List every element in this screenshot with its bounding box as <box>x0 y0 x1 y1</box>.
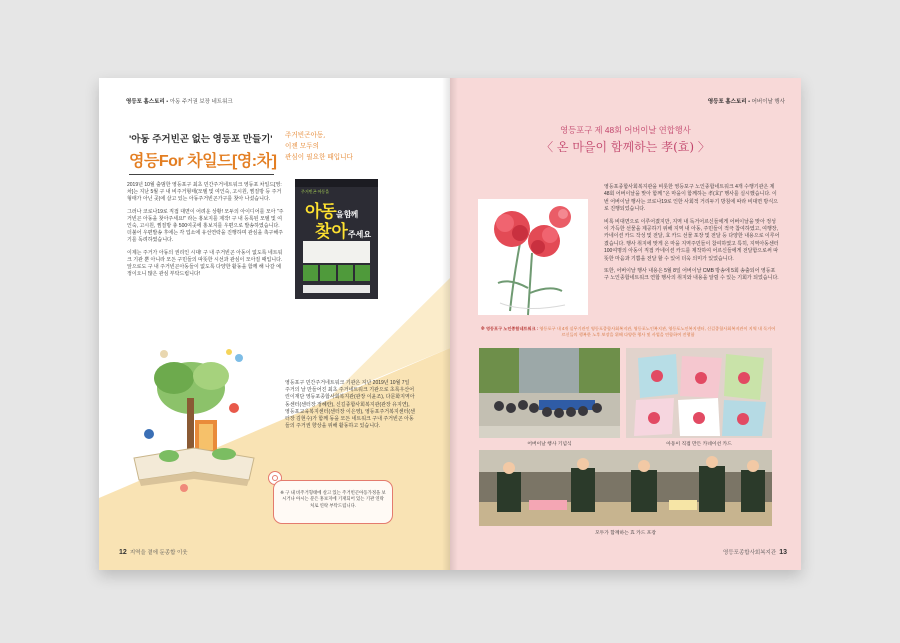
event-heading: 영등포구 제 48회 어버이날 연합행사 〈 온 마을이 함께하는 孝(효) 〉 <box>541 125 710 154</box>
book-illustration <box>129 348 259 498</box>
photo-caption: 모두가 함께하는 효 카드 포장 <box>595 531 656 536</box>
photo-ceremony <box>479 348 620 438</box>
right-page <box>450 78 801 570</box>
page-number-left: 12 지역을 곁에 둔종합 이웃 <box>119 549 188 556</box>
carnation-illustration <box>470 193 592 318</box>
article-subtitle: '아동 주거빈곤 없는 영등포 만들기' <box>129 134 273 145</box>
article-body: 2019년 10월 출범한 영등포구 최초 민간주거네트워크 영등포 차일드[영:차]는 지난 5월 구 내 비주거형태(모텔 및 여인숙, 고시원, 찜질방 등 주거형태가 아닌 곳)에 살고 있는 아동주거빈곤가구를 찾아 나섰습니다. 그러나 코로나19로 직접 대면이 어려운 상황! 모두의 아이디어를 모아 "주거빈곤 아동을 찾아주세요!" 라는 홍보지를 제작! 구 내 등록된 모텔 및 여인숙, 고시원, 찜질방 총 500여곳에 홍보지를 우편으로 발송하였습니다. 더불어 우편발송 후에는 각 업소에 유선연락을 진행하며 관심을 촉구해주기를 독려하였습니다. 이제는 주거가 아동의 권리인 시대! 구 내 주거빈곤 아동이 없도록 네트워크 기관 뿐 아니라 모든 구민들의 따뜻한 시선과 관심이 모아질 때입니다. 앞으로도 구 내 주거빈곤아동들이 없도록 다양한 활동을 함께 해 나갈 예정이오니 많은 관심 부탁드립니다! <box>127 182 284 278</box>
page-header: 영등포 홈스토리 • 어버이날 행사 <box>707 99 785 105</box>
magazine-spread <box>99 78 801 570</box>
network-note: ※ 영등포구 노인종합네트워크 : 영등포구 내 4개 실무기관인 영등포종합사회복지관, 영등포노인복지관, 영등포노인복지센터, 신길종합사회복지관이 지역 내 독거어르신들의 행복한 노후 보장을 위해 다양한 행사 및 사업을 연합하여 진행함 <box>480 326 776 337</box>
photo-packing <box>479 450 772 526</box>
page-number-right: 영등포종합사회복지관 13 <box>723 549 787 556</box>
pull-quote: 주거빈곤아동, 이젠 모두의 관심이 필요한 때입니다 <box>285 131 353 161</box>
left-page <box>99 78 450 570</box>
article-title: 영등For 차일드[영:차] <box>129 153 277 170</box>
campaign-poster-image: 주거빈곤 아동을 아동을 함께 찾아주세요 <box>295 179 378 299</box>
article-body-bottom: 영등포구 민간주거네트워크 기관은 지난 2019년 10월 7일 주거의 날 만들어진 최초 주거네트워크 기관으로 초록우산어린이재단 영등포종합사회복지관(관장 이윤조), 다문화지역아동센터(센터장 정혜란), 신길종합사회복지관(관장 유지연), 영등포교육복지센터(센터장 이은영), 영등포주거복지센터(센터장 김현수)가 함께 동을 모든 네트워크 구내 주거빈곤 아동들의 주거권 향상을 위해 활동하고 있습니다. <box>285 380 415 430</box>
notice-callout: ※ 구 내 비주거형태에 살고 있는 주거빈곤아동가정을 보시거나 아시는 분은 홍보지에 기재되어 있는 기관 연락처로 연락 부탁드립니다. <box>273 480 393 524</box>
title-divider <box>129 174 274 175</box>
article-body: 영등포종합사회복지관을 비롯한 영등포구 노인종합네트워크 4개 수행기관은 제 48회 어버이날을 맞아 함께 "온 마을이 함께하는 孝(효)" 행사를 실시했습니다. 이번 어버이날 행사는 코로나19로 인한 사회적 거리두기 방침에 따라 비대면 방식으로 진행되었습니다. 비록 비대면으로 이루어졌지만, 지역 내 독거어르신들에게 어버이날을 맞아 정성이 가득한 선물을 제공하기 위해 지역 내 아동, 주민들이 적극 참여하였고, 여행장, 카네이션 카드 작성 및 전달, 효 카드 선물 포장 및 전달 등 다양한 내용으로 이루어졌습니다. 행사 취지에 맞게 온 마을 지역주민들이 참여하였고 특히, 지역아동센터 100여명의 아동이 직접 카네이션 카드를 제작하여 어르신들에게 전달함으로써 따뜻한 마음과 기쁨을 전달 할 수 있어 더욱 의미가 있었습니다. 또한, 어버이날 행사 내용은 5월 8일 어버이날 CMB 방송에 5회 송출되어 영등포구 노인종합네트워크 연합 행사의 취지와 내용을 알릴 수 있는 기회가 되었습니다. <box>604 184 780 282</box>
page-header: 영등포 홈스토리 • 아동 주거권 보장 네트워크 <box>126 99 233 105</box>
photo-caption: 어버이날 행사 기념식 <box>527 442 572 447</box>
photo-cards <box>626 348 772 438</box>
photo-caption: 아동이 직접 만든 카네이션 카드 <box>666 442 732 447</box>
